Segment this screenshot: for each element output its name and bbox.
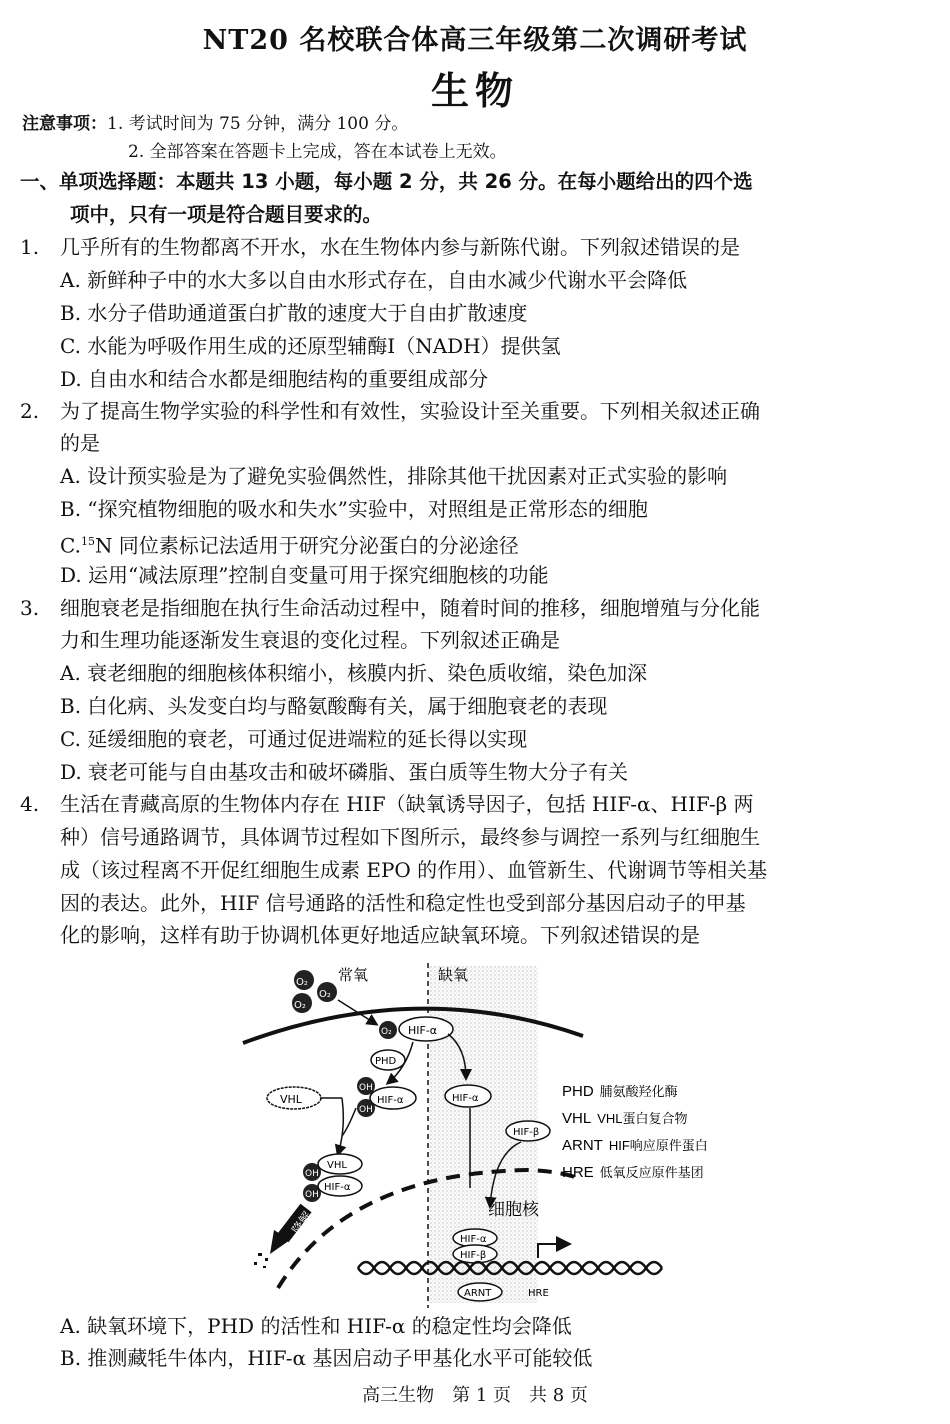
option-d: D. 衰老可能与自由基攻击和破坏磷脂、蛋白质等生物大分子有关 [60, 760, 629, 784]
isotope-superscript: 15 [80, 535, 95, 548]
transcription-arrow [538, 1244, 568, 1258]
hif-pathway-diagram [238, 958, 798, 1313]
question-stem-line-2: 种）信号通路调节，具体调节过程如下图所示，最终参与调控一系列与红细胞生 [60, 825, 760, 849]
hif-beta-label: HIF-β [513, 1127, 540, 1138]
option-c: C. 水能为呼吸作用生成的还原型辅酶Ⅰ（NADH）提供氢 [60, 334, 561, 358]
svg-text:O₂: O₂ [296, 977, 308, 988]
question-stem-line-4: 因的表达。此外，HIF 信号通路的活性和稳定性也受到部分基因启动子的甲基 [60, 891, 746, 915]
question-stem-line-1: 生活在青藏高原的生物体内存在 HIF（缺氧诱导因子，包括 HIF-α、HIF-β 两 [60, 792, 754, 816]
subject-title: 生物 [430, 68, 519, 113]
svg-text:OH: OH [305, 1169, 319, 1179]
hif-alpha-label: HIF-α [460, 1234, 487, 1245]
svg-text:OH: OH [359, 1105, 373, 1115]
legend [562, 1083, 708, 1181]
svg-text:O₂: O₂ [294, 1000, 306, 1011]
hif-alpha-label: HIF-α [452, 1093, 479, 1104]
option-a: A. 缺氧环境下，PHD 的活性和 HIF-α 的稳定性均会降低 [60, 1314, 572, 1338]
question-number: 1. [20, 235, 40, 259]
svg-text:OH: OH [359, 1083, 373, 1093]
question-number: 4. [20, 792, 40, 816]
phd-label: PHD [375, 1056, 397, 1067]
option-d: D. 运用“减法原理”控制自变量可用于探究细胞核的功能 [60, 563, 549, 587]
normoxia-label: 常氧 [338, 966, 369, 984]
option-a: A. 新鲜种子中的水大多以自由水形式存在，自由水减少代谢水平会降低 [60, 268, 688, 292]
o2-molecule-icon [292, 993, 312, 1013]
fragment-icon [254, 1253, 268, 1268]
hif-alpha-label: HIF-α [408, 1024, 438, 1037]
option-c: C. 延缓细胞的衰老，可通过促进端粒的延长得以实现 [60, 727, 528, 751]
section-heading-line-1: 一、单项选择题：本题共 13 小题，每小题 2 分，共 26 分。在每小题给出的四个选 [20, 170, 753, 193]
question-number: 2. [20, 399, 40, 423]
option-c-letter: C. [60, 533, 81, 558]
svg-text:O₂: O₂ [381, 1027, 392, 1037]
option-c-text: N 同位素标记法适用于研究分泌蛋白的分泌途径 [94, 533, 519, 558]
degrade-label: 降解 [289, 1208, 315, 1237]
option-b: B. 白化病、头发变白均与酪氨酸酶有关，属于细胞衰老的表现 [60, 694, 608, 718]
svg-text:OH: OH [305, 1190, 319, 1200]
o2-molecule-icon [294, 970, 314, 990]
vhl-label: VHL [280, 1093, 302, 1106]
question-stem: 几乎所有的生物都离不开水，水在生物体内参与新陈代谢。下列叙述错误的是 [60, 235, 740, 259]
legend-item-vhl: VHL VHL蛋白复合物 [562, 1110, 688, 1127]
option-a: A. 衰老细胞的细胞核体积缩小，核膜内折、染色质收缩，染色加深 [60, 661, 648, 685]
exam-title: NT20 名校联合体高三年级第二次调研考试 [202, 25, 748, 56]
question-stem-line-3: 成（该过程离不开促红细胞生成素 EPO 的作用）、血管新生、代谢调节等相关基 [60, 858, 768, 882]
page-footer: 高三生物 第 1 页 共 8 页 [362, 1385, 588, 1406]
o2-molecule-icon [379, 1021, 397, 1039]
hif-alpha-label: HIF-α [377, 1095, 404, 1106]
nucleus-label: 细胞核 [488, 1200, 539, 1220]
hif-alpha-label: HIF-α [324, 1182, 351, 1193]
arnt-label: ARNT [464, 1288, 492, 1299]
section-heading [20, 165, 935, 231]
notice-item-1: 1. 考试时间为 75 分钟，满分 100 分。 [107, 114, 409, 134]
vhl-label: VHL [327, 1160, 347, 1171]
option-c [60, 526, 519, 562]
question-stem-line-2: 的是 [60, 431, 100, 455]
question-stem-line-2: 力和生理功能逐渐发生衰退的变化过程。下列叙述正确是 [60, 628, 560, 652]
option-b: B. 推测藏牦牛体内，HIF-α 基因启动子甲基化水平可能较低 [60, 1346, 593, 1370]
hre-label: HRE [528, 1288, 549, 1299]
legend-item-hre: HRE 低氧反应原件基团 [562, 1164, 704, 1181]
option-b: B. 水分子借助通道蛋白扩散的速度大于自由扩散速度 [60, 301, 528, 325]
hypoxia-label: 缺氧 [438, 966, 469, 984]
question-stem-line-1: 细胞衰老是指细胞在执行生命活动过程中，随着时间的推移，细胞增殖与分化能 [60, 596, 760, 620]
notice-label: 注意事项： [22, 114, 107, 134]
question-stem-line-5: 化的影响，这样有助于协调机体更好地适应缺氧环境。下列叙述错误的是 [60, 923, 700, 947]
question-number: 3. [20, 596, 40, 620]
hypoxia-region [428, 966, 538, 1133]
hif-beta-label: HIF-β [460, 1250, 487, 1261]
notice-line-1 [22, 112, 408, 136]
option-a: A. 设计预实验是为了避免实验偶然性，排除其他干扰因素对正式实验的影响 [60, 464, 728, 488]
o2-molecule-icon [317, 982, 337, 1002]
option-b: B. “探究植物细胞的吸水和失水”实验中，对照组是正常形态的细胞 [60, 497, 648, 521]
notice-item-2: 2. 全部答案在答题卡上完成，答在本试卷上无效。 [128, 142, 507, 162]
question-stem-line-1: 为了提高生物学实验的科学性和有效性，实验设计至关重要。下列相关叙述正确 [60, 399, 760, 423]
complex-arrow [342, 1108, 356, 1136]
svg-text:O₂: O₂ [319, 989, 331, 1000]
legend-item-phd: PHD 脯氨酸羟化酶 [562, 1083, 678, 1100]
section-heading-line-2: 项中，只有一项是符合题目要求的。 [70, 203, 383, 226]
vhl-binding-arrow [338, 1098, 343, 1154]
legend-item-arnt: ARNT HIF响应原件蛋白 [562, 1137, 708, 1154]
option-d: D. 自由水和结合水都是细胞结构的重要组成部分 [60, 367, 489, 391]
